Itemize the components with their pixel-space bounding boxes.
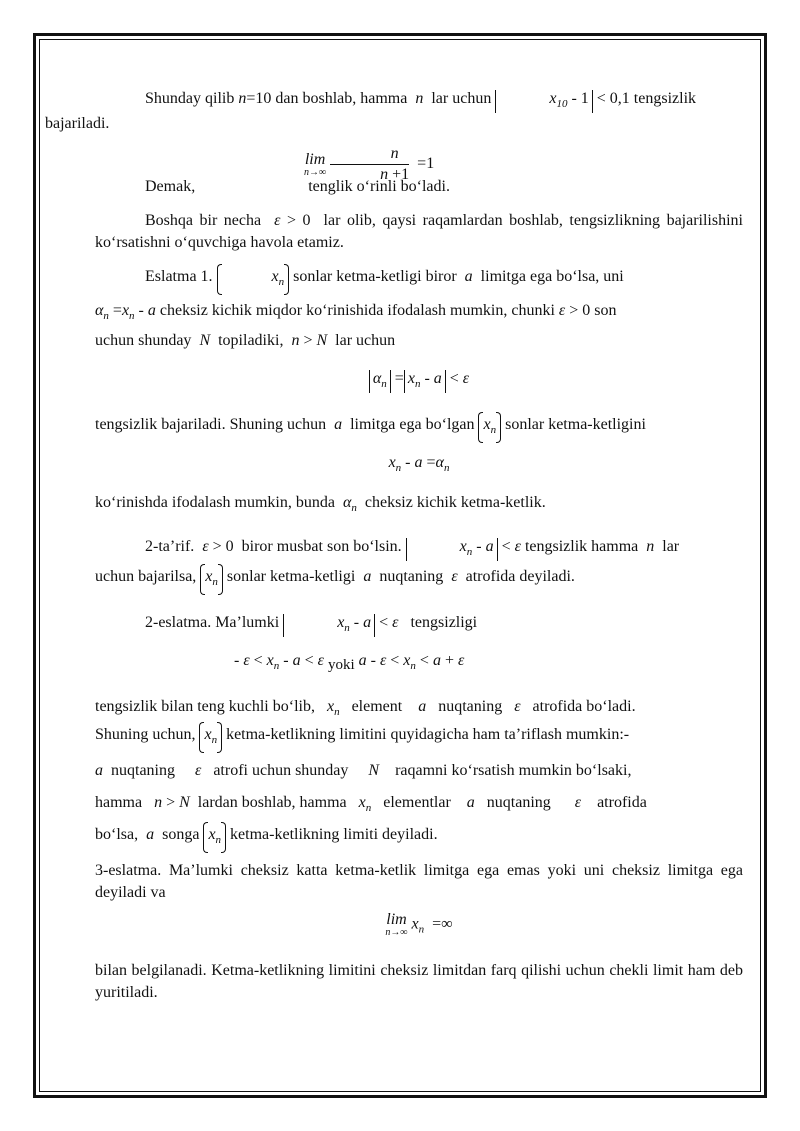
paragraph-4: Eslatma 1. $x_n$ sonlar ketma-ketligi biror a limitga ega bo‘lsa, uni [95,266,743,293]
paragraph-9: tengsizlik bilan teng kuchli bo‘lib, $x_n$ element a nuqtaning ε atrofida bo‘ladi. [95,698,636,718]
paragraph-1: Shunday qilib n=10 dan boshlab, hamma n lar uchun $x_{10} - 1 < 0,1$ tengsizlik bajariladi. [45,90,697,132]
paragraph-5: tengsizlik bajariladi. Shuning uchun a limitga ega bo‘lgan $x_n$ sonlar ketma-ketligini [95,414,743,441]
formula-limit-infinity: lim n→∞ $x_n$ =∞ [385,911,453,938]
paragraph-11: bilan belgilanadi. Ketma-ketlikning limitini cheksiz limitdan farq qilishi uchun chekli limit ham deb yuritiladi. [95,962,743,1001]
formula-limit-n: lim n→∞ $\frac{n}{n +1}$ =1 [304,145,435,183]
paragraph-4-line-3: uchun shunday N topiladiki, n > N lar uchun [95,332,396,349]
formula-epsilon-range: - $\varepsilon < x_n - a < \varepsilon$ yoki $a - \varepsilon < x_n < a + \varepsilon$ [234,652,465,673]
paragraph-9-line-3: a nuqtaning ε atrofi uchun shunday N raqamni ko‘rsatish mumkin bo‘lsaki, [95,762,632,779]
paragraph-7: 2-ta’rif. ε > 0 biror musbat son bo‘lsin. $x_n - a < \varepsilon$ tengsizlik hamma n lar [95,536,743,561]
paragraph-9-line-5: bo‘lsa, a songa $x_n$ ketma-ketlikning limiti deyiladi. [95,824,743,851]
paragraph-4-line-2: $\alpha_n =x_n - a$ cheksiz kichik miqdor ko‘rinishida ifodalash mumkin, chunki ε > 0 son [95,302,617,322]
paragraph-10: 3-eslatma. Ma’lumki cheksiz katta ketma-ketlik limitga ega emas yoki uni cheksiz limitga ega deyiladi va [95,862,743,901]
paragraph-3: Boshqa bir necha ε > 0 lar olib, qaysi raqamlardan boshlab, tengsizlikning bajarilishini ko‘rsatishni o‘quvchiga havola etamiz. [95,212,743,251]
paragraph-6: ko‘rinishda ifodalash mumkin, bunda $\alpha_n$ cheksiz kichik ketma-ketlik. [95,494,546,514]
paragraph-7-line-2: uchun bajarilsa, $x_n$ sonlar ketma-ketligi a nuqtaning ε atrofida deyiladi. [95,566,743,593]
paragraph-9-line-2: Shuning uchun, $x_n$ ketma-ketlikning limitini quyidagicha ham ta’riflash mumkin:- [95,724,743,751]
paragraph-9-line-4: hamma n > N lardan boshlab, hamma $x_n$ elementlar a nuqtaning ε atrofida [95,794,647,814]
formula-abs-x10: $x_{10} - 1$ [495,90,592,113]
formula-xn-minus-a: $x_n - a =\alpha_n$ [388,454,450,474]
paragraph-8: 2-eslatma. Ma’lumki $x_n - a < \varepsilon$ tengsizligi [95,612,743,637]
paragraph-2-text: Demak, tenglik o‘rinli bo‘ladi. [145,178,450,195]
formula-alpha-abs: $\alpha_n = x_n - a < \varepsilon$ [95,368,743,393]
